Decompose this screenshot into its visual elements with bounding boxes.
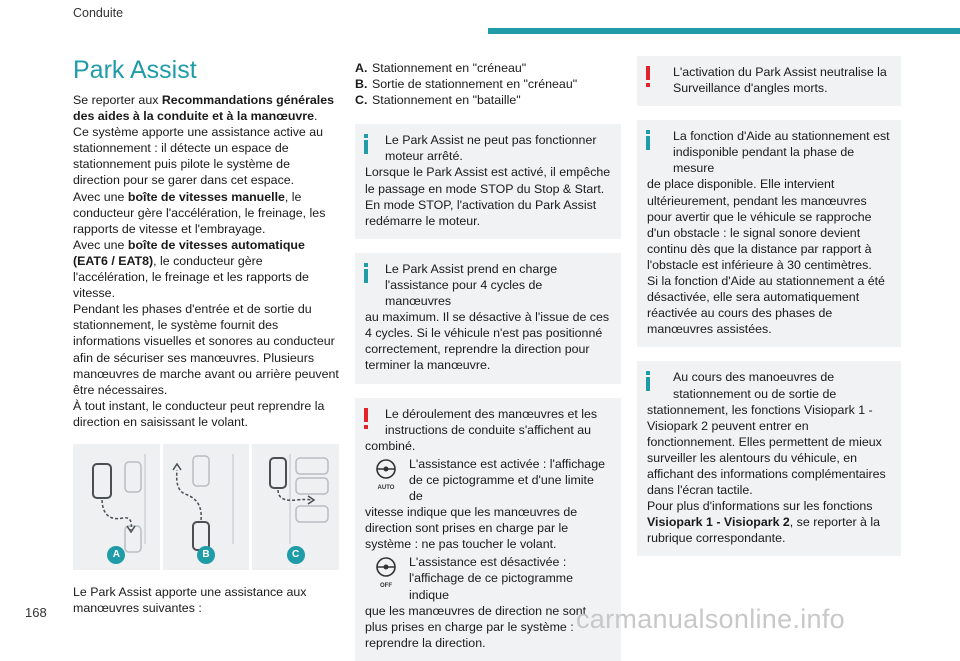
page-title: Park Assist xyxy=(73,56,197,84)
illustration-b xyxy=(163,444,250,570)
info-box-visiopark: Au cours des manoeuvres de stationnement ou de sortie de stationnement, les fonctions Visiopark 1 - Visiopark 2 peuvent entrer en fonctionnement. Elles permettent de mieux surveiller les alentours du véhicule, en affichant des informations complémentaires dans l'écran tactile. Pour plus d'informations sur les fonctions Visiopark 1 - Visiopark 2, se reporter à la rubrique correspondante. xyxy=(637,361,901,556)
maneuver-illustrations xyxy=(73,444,339,570)
paragraph-reference: Se reporter aux Recommandations générales des aides à la conduite et à la manœuvre. xyxy=(73,93,335,124)
maneuver-list xyxy=(355,60,621,108)
steering-wheel-auto-icon xyxy=(375,458,397,480)
info-icon xyxy=(646,130,650,150)
column-2 xyxy=(355,60,621,661)
list-item: C. Stationnement en "bataille" xyxy=(355,93,521,108)
paragraph-phases: Pendant les phases d'entrée et de sortie du stationnement, le système fournit des informations visuelles et sonores au conducteur afin de sécuriser ses manœuvres. Plusieurs manœuvres de marche avant ou arrière peuvent être nécessaires. xyxy=(73,302,339,397)
reference-link-text: Recommandations générales des aides à la conduite et à la manœuvre xyxy=(73,93,335,124)
paragraph-description: Ce système apporte une assistance active au stationnement : il détecte un espace de stationnement puis pilote le système de direction pour se garer dans cet espace. xyxy=(73,125,324,188)
info-icon xyxy=(646,371,650,391)
badge-b: B xyxy=(197,546,215,564)
page-number: 168 xyxy=(25,605,47,620)
list-item: B. Sortie de stationnement en "créneau" xyxy=(355,77,578,92)
steering-wheel-off-icon xyxy=(375,556,397,578)
column-1 xyxy=(73,56,339,616)
section-header: Conduite xyxy=(73,6,124,20)
info-icon xyxy=(364,134,368,154)
watermark-text: carmanualsonline.info xyxy=(576,604,845,634)
warning-box-instructions: Le déroulement des manœuvres et les instructions de conduite s'affichent au combiné. AUTO L'assistance est activée : l'affichage de ce pictogramme et d'une limite de vitesse indique que les manœuvres de direction sont prises en charge par le système : ne pas toucher le volant. OFF L'assistance est désactivée : l'affichage de ce pictogramme indique que les manœuvres de direction ne sont plus prises en charge par le système : reprendre la direction. xyxy=(355,398,621,661)
info-icon xyxy=(364,263,368,283)
off-assist-description: OFF L'assistance est désactivée : l'affichage de ce pictogramme indique que les manœuvres de direction ne sont plus prises en charge par le système : reprendre la direction. xyxy=(365,555,587,650)
badge-c: C xyxy=(287,546,305,564)
auto-label: AUTO xyxy=(377,484,395,491)
auto-assist-description: AUTO L'assistance est activée : l'affichage de ce pictogramme et d'une limite de vitesse indique que les manœuvres de direction sont prises en charge par le système : ne pas toucher le volant. xyxy=(365,456,605,552)
paragraph-take-control: À tout instant, le conducteur peut reprendre la direction en saisissant le volant. xyxy=(73,398,325,429)
illustration-a xyxy=(73,444,160,570)
column-3 xyxy=(637,56,901,556)
info-box-engine-off: Le Park Assist ne peut pas fonctionner moteur arrêté. Lorsque le Park Assist est activé, il empêche le passage en mode STOP du Stop & Start. En mode STOP, l'activation du Park Assist redémarre le moteur. xyxy=(355,124,621,239)
warning-icon xyxy=(363,408,369,430)
illustration-c xyxy=(252,444,339,570)
info-box-parking-aid: La fonction d'Aide au stationnement est indisponible pendant la phase de mesure de place disponible. Elle intervient ultérieurement, pendant les manœuvres pour avertir que le véhicule se rapproche d'un obstacle : le signal sonore devient continu dès que la distance par rapport à l'obstacle est inférieure à 30 centimètres. Si la fonction d'Aide au stationnement a été désactivée, elle sera automatiquement réactivée au cours des phases de manœuvres assistées. xyxy=(637,120,901,347)
badge-a: A xyxy=(107,546,125,564)
info-box-cycles: Le Park Assist prend en charge l'assistance pour 4 cycles de manœuvres au maximum. Il se désactive à l'issue de ces 4 cycles. Si le véhicule n'est pas positionné correctement, reprendre la direction pour terminer la manœuvre. xyxy=(355,253,621,384)
off-label: OFF xyxy=(380,583,392,590)
paragraph-manual-gearbox: Avec une boîte de vitesses manuelle, le conducteur gère l'accélération, le freinage, les rapports de vitesse et l'embrayage. xyxy=(73,189,326,236)
paragraph-maneuvers-intro: Le Park Assist apporte une assistance aux manœuvres suivantes : xyxy=(73,584,307,616)
paragraph-automatic-gearbox: Avec une boîte de vitesses automatique (EAT6 / EAT8), le conducteur gère l'accélération, le freinage et les rapports de vitesse. xyxy=(73,237,309,301)
header-accent-bar xyxy=(488,28,960,34)
warning-icon xyxy=(645,66,651,88)
warning-box-blind-spot: L'activation du Park Assist neutralise la Surveillance d'angles morts. xyxy=(637,56,901,106)
list-item: A. Stationnement en "créneau" xyxy=(355,61,527,75)
